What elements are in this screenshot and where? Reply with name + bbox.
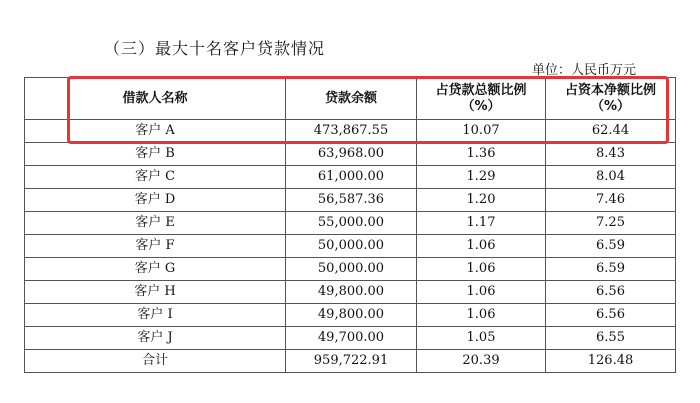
header-borrower-name-text: 借款人名称 [122, 90, 188, 106]
cell-loan-balance: 55,000.00 [286, 212, 417, 235]
cell-ratio-total-loans: 1.06 [417, 304, 546, 327]
cell-loan-balance: 49,800.00 [286, 281, 417, 304]
cell-ratio-net-capital: 7.46 [546, 189, 676, 212]
cell-borrower-name: 客户 B [25, 143, 286, 166]
header-loan-balance-text: 贷款余额 [324, 90, 377, 106]
header-ratio-total-loans-unit: （%） [461, 98, 501, 114]
cell-borrower-name: 客户 H [25, 281, 286, 304]
cell-loan-balance: 473,867.55 [286, 120, 417, 143]
cell-ratio-total-loans: 1.06 [417, 258, 546, 281]
section-title: （三）最大十名客户贷款情况 [104, 39, 326, 58]
cell-borrower-name: 客户 E [25, 212, 286, 235]
cell-total-balance: 959,722.91 [286, 350, 417, 373]
cell-borrower-name: 客户 F [25, 235, 286, 258]
cell-ratio-net-capital: 6.59 [546, 258, 676, 281]
cell-ratio-net-capital: 6.55 [546, 327, 676, 350]
table-row [25, 327, 676, 350]
cell-borrower-name: 客户 G [25, 258, 286, 281]
cell-loan-balance: 49,800.00 [286, 304, 417, 327]
table-row [25, 120, 676, 143]
cell-loan-balance: 50,000.00 [286, 258, 417, 281]
header-ratio-total-loans-text: 占贷款总额比例 [435, 82, 527, 98]
table-row [25, 258, 676, 281]
cell-ratio-total-loans: 1.06 [417, 235, 546, 258]
cell-ratio-net-capital: 8.43 [546, 143, 676, 166]
cell-ratio-total-loans: 1.20 [417, 189, 546, 212]
header-ratio-net-capital-unit: （%） [590, 98, 631, 114]
table-row [25, 304, 676, 327]
cell-ratio-net-capital: 6.59 [546, 235, 676, 258]
table-row [25, 212, 676, 235]
header-ratio-net-capital-text: 占资本净额比例 [564, 82, 656, 98]
cell-loan-balance: 56,587.36 [286, 189, 417, 212]
table-row [25, 166, 676, 189]
table-row [25, 235, 676, 258]
cell-loan-balance: 49,700.00 [286, 327, 417, 350]
table-total-row [25, 350, 676, 373]
header-ratio-net-capital [546, 78, 676, 120]
cell-ratio-total-loans: 10.07 [417, 120, 546, 143]
header-loan-balance [286, 78, 417, 120]
cell-ratio-total-loans: 1.36 [417, 143, 546, 166]
cell-ratio-net-capital: 7.25 [546, 212, 676, 235]
cell-total-ratio-capital: 126.48 [546, 350, 676, 373]
cell-ratio-net-capital: 6.56 [546, 281, 676, 304]
cell-borrower-name: 客户 C [25, 166, 286, 189]
table-row [25, 189, 676, 212]
cell-borrower-name: 客户 I [25, 304, 286, 327]
cell-total-ratio-loans: 20.39 [417, 350, 546, 373]
cell-ratio-net-capital: 8.04 [546, 166, 676, 189]
cell-borrower-name: 客户 J [25, 327, 286, 350]
header-ratio-total-loans [417, 78, 546, 120]
cell-ratio-net-capital: 6.56 [546, 304, 676, 327]
cell-borrower-name: 客户 D [25, 189, 286, 212]
unit-label: 单位：人民币万元 [531, 63, 636, 78]
cell-ratio-total-loans: 1.05 [417, 327, 546, 350]
cell-ratio-total-loans: 1.06 [417, 281, 546, 304]
cell-ratio-net-capital: 62.44 [546, 120, 676, 143]
cell-total-label: 合计 [25, 350, 286, 373]
cell-loan-balance: 63,968.00 [286, 143, 417, 166]
cell-ratio-total-loans: 1.29 [417, 166, 546, 189]
top-ten-loans-table [24, 77, 676, 373]
cell-loan-balance: 50,000.00 [286, 235, 417, 258]
cell-ratio-total-loans: 1.17 [417, 212, 546, 235]
cell-loan-balance: 61,000.00 [286, 166, 417, 189]
table-row [25, 143, 676, 166]
table-row [25, 281, 676, 304]
table-header-row [25, 78, 676, 120]
cell-borrower-name: 客户 A [25, 120, 286, 143]
header-borrower-name [25, 78, 286, 120]
